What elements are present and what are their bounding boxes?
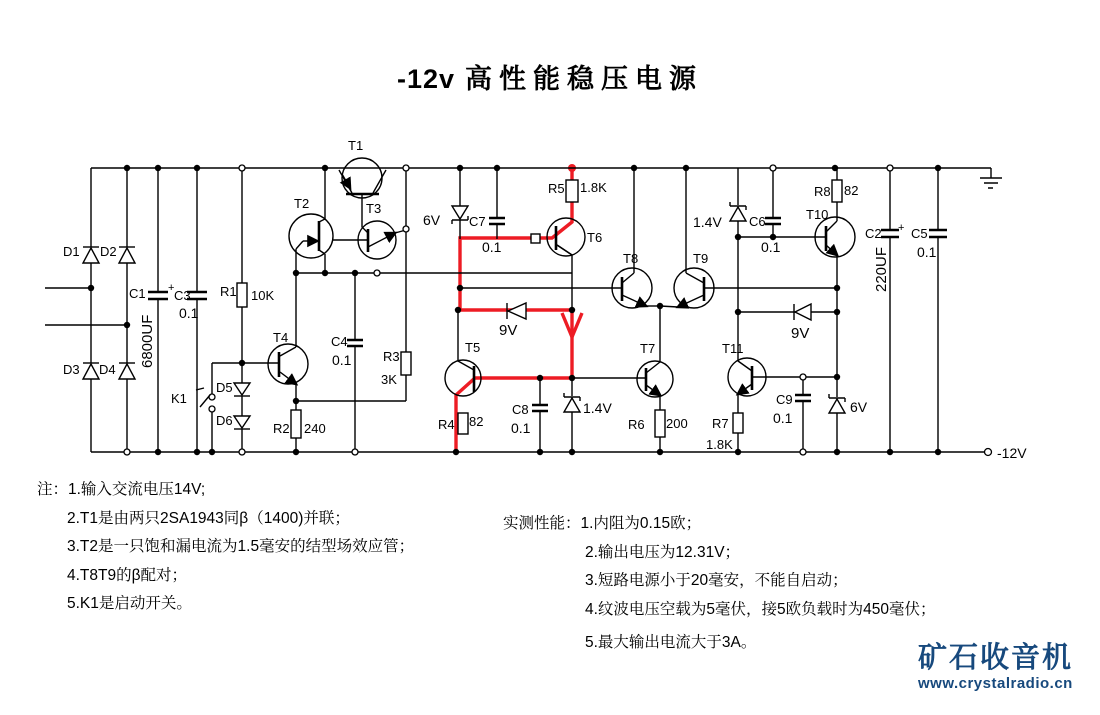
label-c1-value: 6800UF xyxy=(139,314,156,368)
component-labels xyxy=(63,138,1027,461)
label-c8-value: 0.1 xyxy=(511,420,531,436)
t2-wires xyxy=(296,168,325,273)
t10-emitter-arrow xyxy=(826,245,837,255)
label-t9: T9 xyxy=(693,251,709,266)
label-d1: D1 xyxy=(63,244,80,259)
note-left-line-1: 注：1.输入交流电压14V; xyxy=(37,481,206,498)
label-zener-1v4-mid: 1.4V xyxy=(583,400,612,416)
k1-contact-bottom xyxy=(209,406,215,412)
label-c2-value: 220UF xyxy=(873,246,890,292)
label-d6: D6 xyxy=(216,413,233,428)
label-c6: C6 xyxy=(749,214,766,229)
label-c1: C1 xyxy=(129,286,146,301)
capacitor-c5 xyxy=(929,230,947,237)
label-zener-6v-left: 6V xyxy=(423,212,441,228)
title-prefix: -12v xyxy=(396,64,456,94)
capacitor-c8 xyxy=(532,405,548,411)
label-r7: R7 xyxy=(712,416,729,431)
t6-base-square xyxy=(531,234,540,243)
watermark-logo-text: 矿石收音机 xyxy=(918,642,1074,674)
label-zener-1v4-right: 1.4V xyxy=(693,214,722,230)
note-right-line-2: 2.输出电压为12.31V； xyxy=(585,543,741,561)
diode-d2 xyxy=(119,247,135,263)
note-right-line-1: 实测性能：1.内阻为0.15欧； xyxy=(503,515,702,532)
label-c2-plus: + xyxy=(898,222,905,234)
t9-emitter-arrow xyxy=(678,295,704,307)
label-r7-value: 1.8K xyxy=(706,437,733,452)
capacitor-c9 xyxy=(795,395,811,401)
label-zener-6v-right: 6V xyxy=(850,399,868,415)
resistor-r1 xyxy=(237,283,247,307)
diode-d4 xyxy=(119,363,135,379)
title-main: 高性能稳压电源 xyxy=(465,64,704,94)
label-r2: R2 xyxy=(273,421,290,436)
label-c9-value: 0.1 xyxy=(773,410,793,426)
t6-emitter-diag xyxy=(557,245,572,255)
label-r3-value: 3K xyxy=(381,372,397,387)
label-r8: R8 xyxy=(814,184,831,199)
label-r1: R1 xyxy=(220,284,237,299)
diode-d6 xyxy=(234,416,250,429)
label-c5: C5 xyxy=(911,226,928,241)
label-d4: D4 xyxy=(99,362,116,377)
ground-symbol xyxy=(980,168,1002,188)
label-t11: T11 xyxy=(722,341,744,356)
t2-body xyxy=(289,214,333,258)
note-right-line-3: 3.短路电源小于20毫安，不能自启动； xyxy=(585,572,848,589)
label-r5-value: 1.8K xyxy=(580,180,607,195)
resistor-r8 xyxy=(832,180,842,202)
label-c3-value: 0.1 xyxy=(179,305,199,321)
watermark xyxy=(918,641,1093,692)
note-right-line-4: 4.纹波电压空载为5毫伏，接5欧负载时为450毫伏； xyxy=(585,600,936,618)
label-r3: R3 xyxy=(383,349,400,364)
watermark-url: www.crystalradio.cn xyxy=(918,675,1073,692)
label-c5-value: 0.1 xyxy=(917,244,937,260)
label-t8: T8 xyxy=(623,251,639,266)
t11-emitter-arrow xyxy=(738,384,752,394)
transistor-t2-jfet xyxy=(289,214,333,258)
zener-9v-right-symbol xyxy=(794,304,811,320)
notes-right xyxy=(503,510,936,658)
label-t3: T3 xyxy=(366,201,382,216)
output-terminal xyxy=(985,449,992,456)
zener-9v-left-symbol xyxy=(507,303,526,319)
note-left-line-4: 4.T8T9的β配对； xyxy=(67,566,188,584)
label-t2: T2 xyxy=(294,196,310,211)
label-c1-plus: + xyxy=(168,282,175,294)
transistor-t1 xyxy=(342,158,382,198)
label-r1-value: 10K xyxy=(251,288,275,303)
notes-left xyxy=(37,476,414,619)
resistor-r4 xyxy=(458,413,468,434)
capacitor-c2 xyxy=(881,230,899,237)
capacitor-c4 xyxy=(347,340,363,346)
k1-arm xyxy=(196,388,210,407)
transistor-arrows xyxy=(280,174,837,395)
label-t5: T5 xyxy=(465,340,481,355)
resistor-r3 xyxy=(401,352,411,375)
resistor-r7 xyxy=(733,413,743,433)
k1-contact-top xyxy=(209,394,215,400)
label-zener-9v-right: 9V xyxy=(791,325,810,342)
label-c4: C4 xyxy=(331,334,348,349)
label-t10: T10 xyxy=(806,207,829,222)
resistor-r2 xyxy=(291,410,301,438)
label-c9: C9 xyxy=(776,392,793,407)
label-t7: T7 xyxy=(640,341,656,356)
note-right-line-5: 5.最大输出电流大于3A。 xyxy=(585,634,757,651)
label-c7-value: 0.1 xyxy=(482,239,502,255)
label-t1: T1 xyxy=(348,138,364,153)
resistor-r5 xyxy=(566,180,578,202)
label-r6: R6 xyxy=(628,417,645,432)
label-r4: R4 xyxy=(438,417,455,432)
capacitor-c7 xyxy=(489,218,505,224)
diode-d5 xyxy=(234,383,250,396)
label-c7: C7 xyxy=(469,214,486,229)
label-t4: T4 xyxy=(273,330,289,345)
diode-d3 xyxy=(83,363,99,379)
label-r8-value: 82 xyxy=(844,183,859,198)
t1-body xyxy=(342,158,382,198)
note-left-line-5: 5.K1是启动开关。 xyxy=(67,595,192,612)
label-t6: T6 xyxy=(587,230,603,245)
label-c2: C2 xyxy=(865,226,882,241)
label-output-12v: -12V xyxy=(997,445,1027,461)
label-c6-value: 0.1 xyxy=(761,239,781,255)
capacitor-c1 xyxy=(148,292,168,299)
label-zener-9v-left: 9V xyxy=(499,322,518,339)
note-left-line-2: 2.T1是由两只2SA1943同β（1400)并联； xyxy=(67,509,350,527)
capacitor-c6 xyxy=(765,218,781,224)
label-d5: D5 xyxy=(216,380,233,395)
label-k1: K1 xyxy=(171,391,187,406)
label-r5: R5 xyxy=(548,181,565,196)
label-d3: D3 xyxy=(63,362,80,377)
resistor-r6 xyxy=(655,410,665,437)
t7-emitter-arrow xyxy=(646,385,660,395)
diode-d1 xyxy=(83,247,99,263)
label-c3: C3 xyxy=(174,288,191,303)
label-d2: D2 xyxy=(100,244,117,259)
label-r4-value: 82 xyxy=(469,414,484,429)
label-r2-value: 240 xyxy=(304,421,326,436)
t3-emitter-arrow xyxy=(368,233,395,247)
t4-emitter-arrow xyxy=(280,372,296,384)
label-c8: C8 xyxy=(512,402,529,417)
label-r6-value: 200 xyxy=(666,416,688,431)
note-left-line-3: 3.T2是一只饱和漏电流为1.5毫安的结型场效应管； xyxy=(67,538,415,555)
label-c4-value: 0.1 xyxy=(332,352,352,368)
